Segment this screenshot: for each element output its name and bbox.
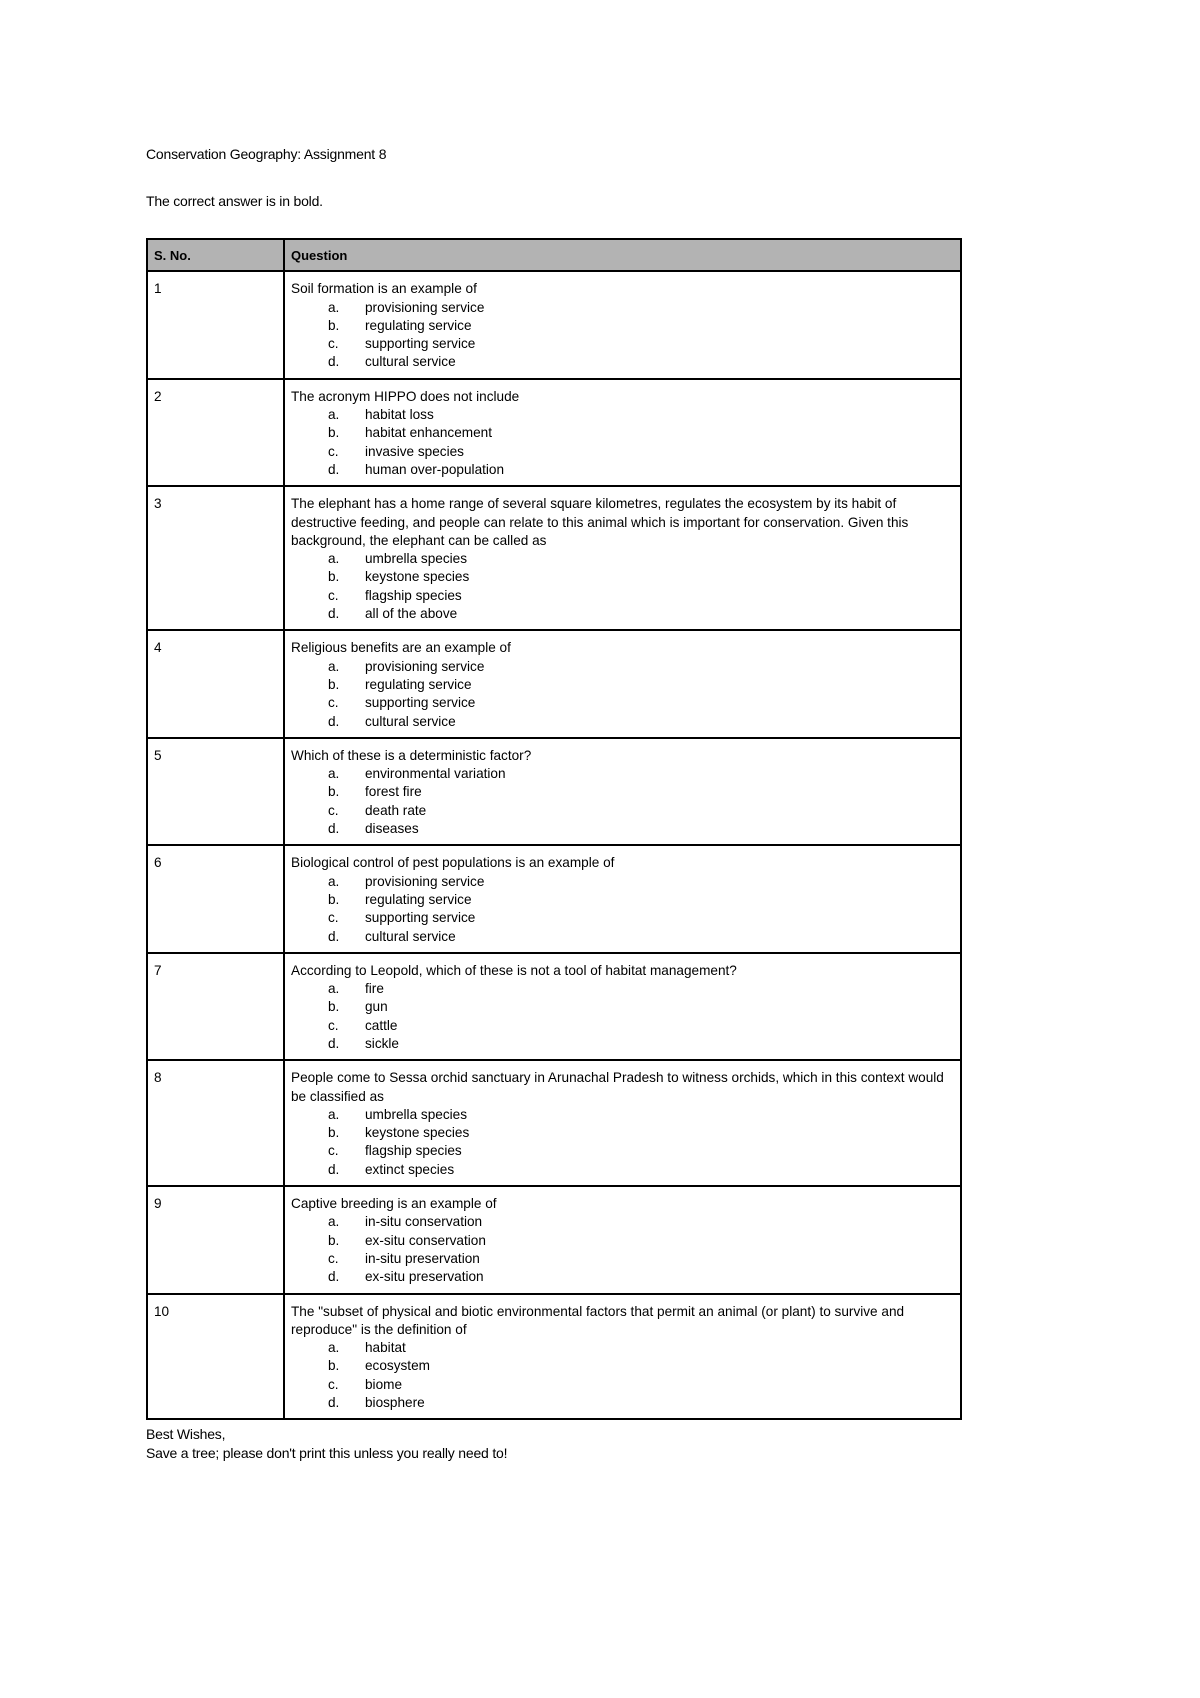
option-item bbox=[328, 461, 954, 479]
option-text: gun bbox=[365, 999, 388, 1015]
table-row bbox=[147, 1294, 961, 1420]
option-text: forest fire bbox=[365, 784, 422, 800]
serial-number-cell: 3 bbox=[147, 486, 284, 630]
question-cell bbox=[284, 486, 961, 630]
option-item bbox=[328, 658, 954, 676]
option-text: all of the above bbox=[365, 606, 458, 622]
serial-number-cell: 5 bbox=[147, 738, 284, 845]
option-text: supporting service bbox=[365, 910, 476, 926]
question-text: People come to Sessa orchid sanctuary in Arunachal Pradesh to witness orchids, which in this context would be classified as bbox=[291, 1070, 944, 1104]
option-item bbox=[328, 1357, 954, 1375]
table-row bbox=[147, 271, 961, 378]
option-text: cattle bbox=[365, 1017, 398, 1033]
option-item bbox=[328, 1376, 954, 1394]
option-text: habitat bbox=[365, 1340, 406, 1356]
serial-number-cell: 10 bbox=[147, 1294, 284, 1420]
option-letter: c. bbox=[328, 802, 339, 818]
option-text: human over-population bbox=[365, 461, 505, 477]
option-text: umbrella species bbox=[365, 1106, 467, 1122]
option-item bbox=[328, 406, 954, 424]
option-item bbox=[328, 1124, 954, 1142]
option-item bbox=[328, 765, 954, 783]
option-letter: b. bbox=[328, 1125, 340, 1141]
question-text: According to Leopold, which of these is not a tool of habitat management? bbox=[291, 962, 737, 978]
option-text: regulating service bbox=[365, 676, 472, 692]
option-text: ex-situ preservation bbox=[365, 1269, 484, 1285]
option-text: provisioning service bbox=[365, 658, 485, 674]
option-letter: a. bbox=[328, 873, 340, 889]
options-list bbox=[291, 1213, 954, 1286]
options-list bbox=[291, 550, 954, 623]
option-text: in-situ preservation bbox=[365, 1250, 480, 1266]
option-item bbox=[328, 1250, 954, 1268]
option-text: cultural service bbox=[365, 713, 456, 729]
table-row bbox=[147, 486, 961, 630]
option-item bbox=[328, 1268, 954, 1286]
serial-number-cell: 4 bbox=[147, 630, 284, 737]
option-letter: d. bbox=[328, 821, 340, 837]
option-item bbox=[328, 1213, 954, 1231]
option-item bbox=[328, 568, 954, 586]
question-text: Captive breeding is an example of bbox=[291, 1196, 497, 1212]
option-item bbox=[328, 909, 954, 927]
questions-table bbox=[146, 238, 962, 1420]
question-text: Religious benefits are an example of bbox=[291, 640, 511, 656]
question-cell bbox=[284, 1186, 961, 1293]
option-letter: c. bbox=[328, 695, 339, 711]
option-item bbox=[328, 891, 954, 909]
table-row bbox=[147, 738, 961, 845]
option-item bbox=[328, 1017, 954, 1035]
option-letter: d. bbox=[328, 1395, 340, 1411]
option-letter: a. bbox=[328, 1106, 340, 1122]
option-text: keystone species bbox=[365, 569, 470, 585]
option-item bbox=[328, 998, 954, 1016]
option-letter: b. bbox=[328, 569, 340, 585]
option-item bbox=[328, 1035, 954, 1053]
option-letter: d. bbox=[328, 713, 340, 729]
question-text: Biological control of pest populations is an example of bbox=[291, 855, 615, 871]
option-text: death rate bbox=[365, 802, 427, 818]
option-text: cultural service bbox=[365, 928, 456, 944]
options-list bbox=[291, 406, 954, 479]
question-text: The "subset of physical and biotic environmental factors that permit an animal (or plant) to survive and reproduce" is the definition of bbox=[291, 1303, 905, 1337]
option-letter: a. bbox=[328, 1214, 340, 1230]
option-letter: a. bbox=[328, 1340, 340, 1356]
serial-number-cell: 6 bbox=[147, 845, 284, 952]
option-item bbox=[328, 820, 954, 838]
question-text: The acronym HIPPO does not include bbox=[291, 388, 520, 404]
option-text: fire bbox=[365, 981, 384, 997]
option-item bbox=[328, 605, 954, 623]
option-letter: d. bbox=[328, 928, 340, 944]
option-text: flagship species bbox=[365, 587, 462, 603]
option-text: ex-situ conservation bbox=[365, 1232, 486, 1248]
option-text: biosphere bbox=[365, 1395, 425, 1411]
option-letter: d. bbox=[328, 606, 340, 622]
question-text: Soil formation is an example of bbox=[291, 281, 477, 297]
options-list bbox=[291, 658, 954, 731]
serial-number-cell: 2 bbox=[147, 379, 284, 486]
option-text: in-situ conservation bbox=[365, 1214, 483, 1230]
option-text: biome bbox=[365, 1376, 403, 1392]
table-row bbox=[147, 630, 961, 737]
serial-number-cell: 9 bbox=[147, 1186, 284, 1293]
option-letter: b. bbox=[328, 425, 340, 441]
question-cell bbox=[284, 1294, 961, 1420]
options-list bbox=[291, 765, 954, 838]
option-letter: d. bbox=[328, 1035, 340, 1051]
option-item bbox=[328, 1106, 954, 1124]
question-cell bbox=[284, 845, 961, 952]
question-cell bbox=[284, 738, 961, 845]
option-letter: b. bbox=[328, 784, 340, 800]
options-list bbox=[291, 873, 954, 946]
option-letter: b. bbox=[328, 676, 340, 692]
option-letter: a. bbox=[328, 299, 340, 315]
table-row bbox=[147, 1186, 961, 1293]
option-item bbox=[328, 299, 954, 317]
option-letter: c. bbox=[328, 587, 339, 603]
question-cell bbox=[284, 271, 961, 378]
option-letter: c. bbox=[328, 1250, 339, 1266]
question-cell bbox=[284, 379, 961, 486]
option-item bbox=[328, 1394, 954, 1412]
option-text: cultural service bbox=[365, 354, 456, 370]
option-text: umbrella species bbox=[365, 551, 467, 567]
option-letter: b. bbox=[328, 1232, 340, 1248]
option-item bbox=[328, 1142, 954, 1160]
option-letter: c. bbox=[328, 443, 339, 459]
table-body bbox=[147, 271, 961, 1419]
option-text: diseases bbox=[365, 821, 419, 837]
option-letter: d. bbox=[328, 1161, 340, 1177]
option-item bbox=[328, 587, 954, 605]
option-letter: d. bbox=[328, 461, 340, 477]
option-letter: a. bbox=[328, 407, 340, 423]
answer-note: The correct answer is in bold. bbox=[146, 193, 323, 209]
option-letter: b. bbox=[328, 891, 340, 907]
option-letter: c. bbox=[328, 910, 339, 926]
table-header-row bbox=[147, 239, 961, 271]
option-text: sickle bbox=[365, 1035, 399, 1051]
footer-note: Save a tree; please don't print this unless you really need to! bbox=[146, 1445, 508, 1461]
option-letter: c. bbox=[328, 336, 339, 352]
option-letter: a. bbox=[328, 766, 340, 782]
serial-number-cell: 7 bbox=[147, 953, 284, 1060]
footer-greeting: Best Wishes, bbox=[146, 1426, 226, 1442]
serial-number-cell: 1 bbox=[147, 271, 284, 378]
option-text: supporting service bbox=[365, 336, 476, 352]
option-item bbox=[328, 317, 954, 335]
option-item bbox=[328, 783, 954, 801]
options-list bbox=[291, 980, 954, 1053]
options-list bbox=[291, 1106, 954, 1179]
option-text: habitat loss bbox=[365, 407, 434, 423]
option-text: flagship species bbox=[365, 1143, 462, 1159]
footer bbox=[146, 1425, 507, 1463]
question-text: The elephant has a home range of several square kilometres, regulates the ecosystem by its habit of destructive feeding, and people can relate to this animal which is important for conservation. Given this background, the elephant can be called as bbox=[291, 496, 909, 548]
header-question: Question bbox=[284, 239, 961, 271]
option-letter: a. bbox=[328, 551, 340, 567]
option-text: keystone species bbox=[365, 1125, 470, 1141]
option-letter: c. bbox=[328, 1376, 339, 1392]
options-list bbox=[291, 1339, 954, 1412]
option-item bbox=[328, 443, 954, 461]
table-row bbox=[147, 953, 961, 1060]
header-serial-number: S. No. bbox=[147, 239, 284, 271]
option-letter: d. bbox=[328, 354, 340, 370]
options-list bbox=[291, 299, 954, 372]
question-text: Which of these is a deterministic factor? bbox=[291, 747, 532, 763]
option-item bbox=[328, 550, 954, 568]
option-letter: a. bbox=[328, 658, 340, 674]
table-row bbox=[147, 379, 961, 486]
question-cell bbox=[284, 630, 961, 737]
question-cell bbox=[284, 1060, 961, 1186]
option-letter: c. bbox=[328, 1143, 339, 1159]
option-text: habitat enhancement bbox=[365, 425, 492, 441]
option-item bbox=[328, 353, 954, 371]
option-letter: b. bbox=[328, 999, 340, 1015]
question-cell bbox=[284, 953, 961, 1060]
document-title: Conservation Geography: Assignment 8 bbox=[146, 146, 387, 162]
option-item bbox=[328, 873, 954, 891]
option-letter: a. bbox=[328, 981, 340, 997]
option-item bbox=[328, 694, 954, 712]
option-text: regulating service bbox=[365, 317, 472, 333]
option-item bbox=[328, 424, 954, 442]
option-letter: d. bbox=[328, 1269, 340, 1285]
option-letter: b. bbox=[328, 1358, 340, 1374]
table-row bbox=[147, 845, 961, 952]
serial-number-cell: 8 bbox=[147, 1060, 284, 1186]
table-row bbox=[147, 1060, 961, 1186]
option-item bbox=[328, 928, 954, 946]
option-text: provisioning service bbox=[365, 299, 485, 315]
option-item bbox=[328, 676, 954, 694]
option-text: invasive species bbox=[365, 443, 464, 459]
option-item bbox=[328, 980, 954, 998]
option-item bbox=[328, 335, 954, 353]
option-item bbox=[328, 1232, 954, 1250]
option-item bbox=[328, 1339, 954, 1357]
option-text: regulating service bbox=[365, 891, 472, 907]
option-letter: b. bbox=[328, 317, 340, 333]
option-letter: c. bbox=[328, 1017, 339, 1033]
option-item bbox=[328, 713, 954, 731]
option-text: ecosystem bbox=[365, 1358, 430, 1374]
option-item bbox=[328, 802, 954, 820]
option-item bbox=[328, 1161, 954, 1179]
option-text: supporting service bbox=[365, 695, 476, 711]
option-text: environmental variation bbox=[365, 766, 506, 782]
option-text: provisioning service bbox=[365, 873, 485, 889]
option-text: extinct species bbox=[365, 1161, 455, 1177]
